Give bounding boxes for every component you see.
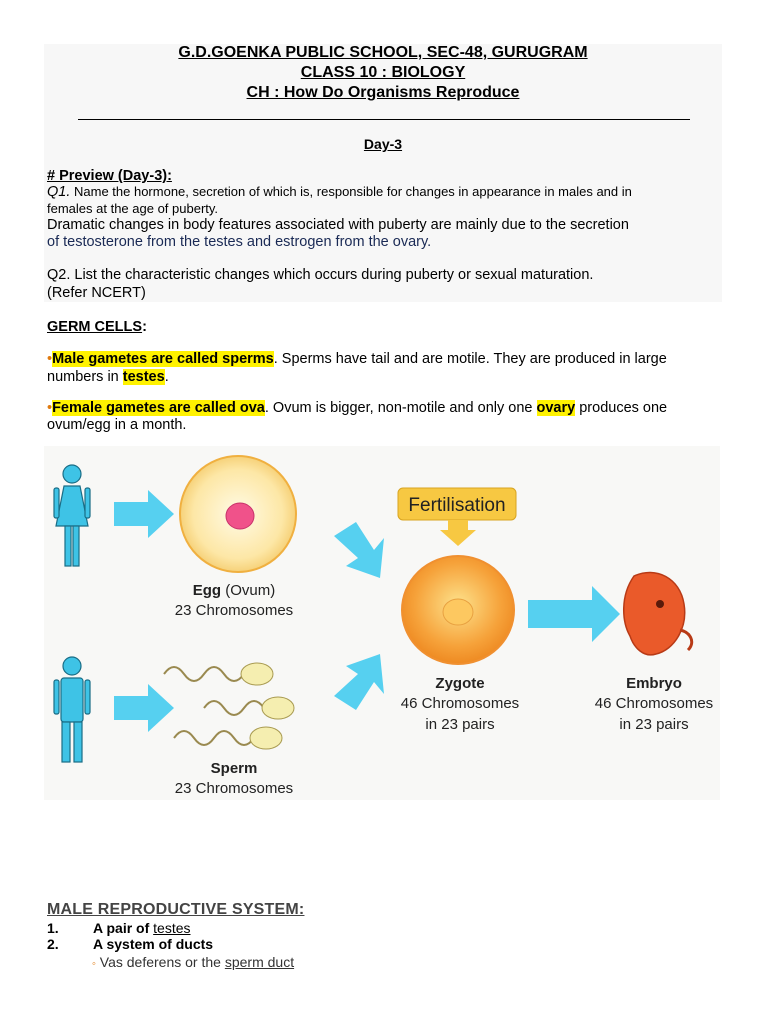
fertilisation-pointer-icon [440,520,476,546]
testes-link[interactable]: testes [153,920,191,936]
zygote-nucleus [443,599,473,625]
arrow-male-to-sperm [114,684,174,732]
a1-line2: of testosterone from the testes and estrogen from the ovary. [47,234,432,250]
item2-number: 2. [47,936,59,952]
item2-text: A system of ducts [93,936,214,952]
a1-line1: Dramatic changes in body features associated with puberty are mainly due to the secretion [47,217,629,233]
embryo-image [624,572,692,654]
class-title: CLASS 10 : BIOLOGY [300,64,466,81]
germ-cells-heading [47,319,147,336]
egg-chromosomes: 23 Chromosomes [174,602,294,619]
female-gametes-text: . Ovum is bigger, non-motile and only one [264,400,537,416]
testes-highlight: testes [122,369,165,385]
male-person-icon [54,657,90,762]
q1-label: Q1. [47,184,71,200]
chapter-title: CH : How Do Organisms Reproduce [246,84,520,101]
germ-cells-title: GERM CELLS [47,319,143,335]
preview-heading: # Preview (Day-3): [47,168,172,184]
sub-text: Vas deferens or the [95,954,225,970]
male-gametes-line2 [47,369,169,386]
sub-bullet: ◦ [92,958,96,970]
sperm-cells [164,663,294,749]
male-gametes-text2: numbers in [47,369,123,385]
bullet: • [47,400,53,416]
sperm-title: Sperm [210,760,258,777]
arrow-sperm-to-zygote [334,654,384,710]
arrow-female-to-egg [114,490,174,538]
male-gametes-text: . Sperms have tail and are motile. They are produced in large [273,351,667,367]
item1-label: A pair of [93,920,154,936]
embryo-pairs: in 23 pairs [619,716,689,733]
sperm-duct-link[interactable]: sperm duct [224,954,295,970]
q1-text: Name the hormone, secretion of which is, responsible for changes in appearance in males and in [74,184,632,199]
embryo-title: Embryo [626,675,682,692]
school-title: G.D.GOENKA PUBLIC SCHOOL, SEC-48, GURUGRAM [178,44,588,61]
bullet: • [47,351,53,367]
egg-title: Egg [192,582,222,599]
germ-cells-colon: : [142,319,147,335]
male-gametes-end: . [164,369,169,385]
item1-number: 1. [47,920,59,936]
female-gametes-line1 [47,400,667,417]
q1-line2: females at the age of puberty. [47,201,219,216]
egg-label [193,582,276,599]
male-gametes-highlight: Male gametes are called sperms [52,351,274,367]
q2-reference: (Refer NCERT) [47,285,146,301]
female-gametes-line2: ovum/egg in a month. [47,417,187,433]
egg-subtitle: (Ovum) [221,582,276,599]
header-divider [78,119,690,120]
sperm-chromosomes: 23 Chromosomes [174,780,294,797]
male-system-heading: MALE REPRODUCTIVE SYSTEM: [47,901,305,918]
egg-nucleus [226,503,254,529]
female-gametes-highlight: Female gametes are called ova [52,400,265,416]
zygote-title: Zygote [435,675,485,692]
zygote-pairs: in 23 pairs [425,716,495,733]
arrow-egg-to-zygote [334,522,384,578]
ovary-highlight: ovary [536,400,576,416]
embryo-chromosomes: 46 Chromosomes [594,695,714,712]
female-gametes-text-end: produces one [575,400,668,416]
q2-text: Q2. List the characteristic changes which occurs during puberty or sexual maturation. [47,267,594,283]
day-label: Day-3 [363,136,403,152]
q1-line1 [47,184,632,200]
arrow-zygote-to-embryo [528,586,620,642]
male-gametes-line1 [47,351,667,368]
fertilisation-label: Fertilisation [408,495,506,516]
sub-item-vas-deferens [92,954,294,970]
female-person-icon [54,465,90,566]
zygote-chromosomes: 46 Chromosomes [400,695,520,712]
item1-text [93,920,191,936]
fertilisation-diagram-svg [44,446,720,800]
fertilisation-diagram [44,446,720,800]
